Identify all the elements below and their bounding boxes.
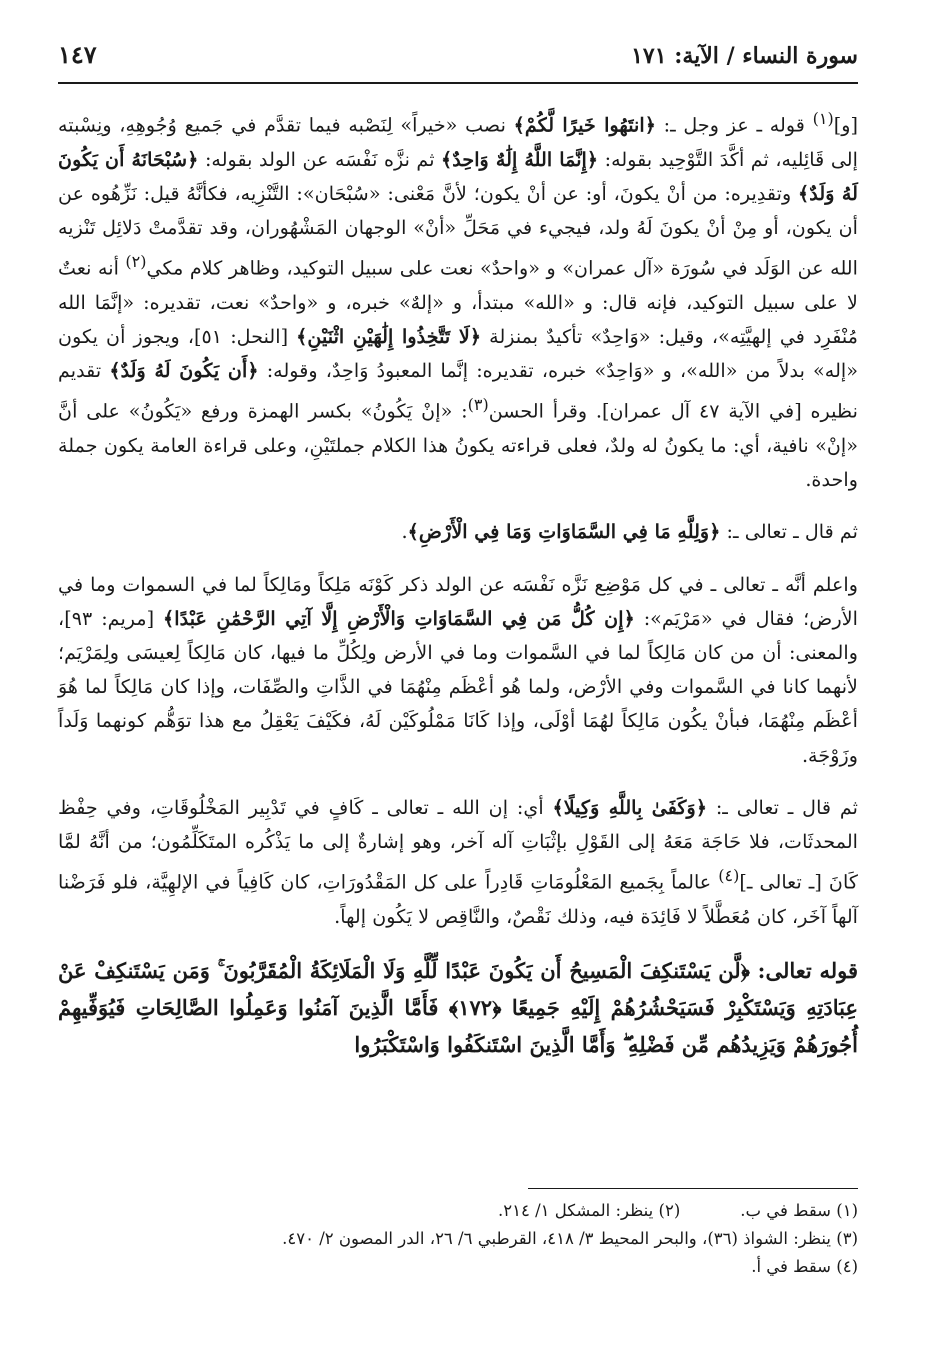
footnotes bbox=[58, 1188, 858, 1281]
footnote-row bbox=[58, 1197, 858, 1225]
paragraph bbox=[58, 791, 858, 934]
verse-paragraph bbox=[58, 952, 858, 1063]
text: . bbox=[401, 520, 408, 544]
text: عالماً بِجَميع المَعْلُومَاتِ قَادِراً على كل المَقْدُورَاتِ، كان كَافِياً في الإلهِيَّة، فلو فَرَضْنا آلهاً آخَر، كان مُعَطَّلاً لا فَائِدَة فيه، وذلك نَقْصٌ، والنَّاقِص لا يَكُون إلهاً. bbox=[58, 870, 858, 928]
text: [النحل: ٥١]، ويجوز أن يكون «إله» بدلاً من «الله»، و «وَاحِدٌ» خبره، تقديره: إنَّما المعبودُ وَاحِدٌ، وقوله: bbox=[58, 325, 858, 383]
quran-verse: ﴿لَّن يَسْتَنكِفَ الْمَسِيحُ أَن يَكُونَ عَبْدًا لِّلَّهِ وَلَا الْمَلَائِكَةُ الْمُقَرَّبُونَ ۚ وَمَن يَسْتَنكِفْ عَنْ عِبَادَتِهِ وَيَسْتَكْبِرْ فَسَيَحْشُرُهُمْ إِلَيْهِ جَمِيعًا ﴿١٧٢﴾ فَأَمَّا الَّذِينَ آمَنُوا وَعَمِلُوا الصَّالِحَاتِ فَيُوَفِّيهِمْ أُجُورَهُمْ وَيَزِيدُهُم مِّن فَضْلِهِ ۖ وَأَمَّا الَّذِينَ اسْتَنكَفُوا وَاسْتَكْبَرُوا bbox=[58, 958, 858, 1058]
footnote-marker: (١) bbox=[812, 109, 834, 128]
text: أي: إن الله ـ تعالى ـ كَافٍ في تَدْبِير المَخْلُوقَاتِ، وفي حِفْظ المحدثَات، فلا حَاجَة مَعَهُ إلى القَوْلِ بإثْبَاتِ آله آخر، وهو إشارةٌ إلى ما يَذْكُره المتَكَلِّمُون؛ من أنَّهُ لمَّا كَانَ [ـ تعالى ـ] bbox=[58, 795, 858, 894]
quran-quote: ﴿أَن يَكُونَ لَهُ وَلَدٌ﴾ bbox=[109, 359, 259, 383]
sura-reference: سورة النساء / الآية: ١٧١ bbox=[631, 43, 858, 69]
paragraph bbox=[58, 568, 858, 773]
footnote-4: (٤) سقط في أ. bbox=[751, 1257, 858, 1276]
quran-quote: ﴿إِن كُلُّ مَن فِي السَّمَاوَاتِ وَالْأَرْضِ إِلَّا آتِي الرَّحْمَٰنِ عَبْدًا﴾ bbox=[163, 606, 635, 630]
text: ثم قال ـ تعالى ـ: bbox=[707, 795, 858, 819]
bracket-insert: [و] bbox=[833, 113, 859, 137]
quran-quote: ﴿وَلِلَّهِ مَا فِي السَّمَاوَاتِ وَمَا فِي الْأَرْضِ﴾ bbox=[407, 520, 721, 544]
quran-quote: ﴿انتَهُوا خَيرًا لَّكُمْ﴾ bbox=[513, 113, 656, 137]
text: تقديم نظيره [في الآية ٤٧ آل عمران]. وقرأ الحسن bbox=[58, 359, 859, 423]
footnote-3: (٣) ينظر: الشواذ (٣٦)، والبحر المحيط ٣/ ٤١٨، القرطبي ٦/ ٢٦، الدر المصون ٢/ ٤٧٠. bbox=[282, 1229, 858, 1248]
text: ثم نزَّه نَفْسَه عن الولد بقوله: bbox=[198, 147, 442, 171]
page-number: ١٤٧ bbox=[58, 40, 97, 69]
text: نصب «خيراً» لِنَصْبه فيما تقدَّم في جَميع وُجُوهِهِ، ونِسْبته إلى قَائِليه، ثم أكَّدَ التَّوْحِيد بقوله: bbox=[58, 113, 858, 171]
text: [مريم: ٩٣]، والمعنى: أن من كان مَالِكاً لما في السَّموات وما في الأرض ولِكُلِّ ما فيها، كان مَالِكاً لِعيسَى ولِمَرْيَم؛ لأنهما كانا في السَّموات وفي الأرْض، ولما هُو أعْظَم مِنْهُمَا في الذَّاتِ والصِّفَات، وإذا كان مَالِكاً لما هُوَ أعْظَم مِنْهُمَا، فبأنْ يكُون مَالِكاً لهُمَا أوْلَى، وإذا كَانَا مَمْلُوكَيْن لَهُ، فكَيْفَ يَعْقِلُ مع هذا توَهُّم كونهما وَلَداً وزَوْجَة. bbox=[58, 606, 858, 767]
footnote-2: (٢) ينظر: المشكل ١/ ٢١٤. bbox=[497, 1201, 681, 1220]
paragraph bbox=[58, 515, 858, 549]
paragraph bbox=[58, 102, 858, 497]
footnote-1: (١) سقط في ب. bbox=[740, 1201, 858, 1220]
footnote-marker: (٤) bbox=[718, 866, 740, 886]
quran-quote: ﴿سُبْحَانَهُ أَن يَكُونَ لَهُ وَلَدٌ﴾ bbox=[58, 147, 858, 205]
footnote-divider bbox=[528, 1188, 858, 1189]
text: ثم قال ـ تعالى ـ: bbox=[720, 520, 858, 544]
footnote-marker: (٣) bbox=[467, 395, 489, 415]
quran-quote: ﴿وَكَفَىٰ بِاللَّهِ وَكِيلًا﴾ bbox=[552, 795, 708, 819]
quran-quote: ﴿لَا تَتَّخِذُوا إِلَٰهَيْنِ اثْنَيْنِ﴾ bbox=[296, 325, 482, 348]
book-page bbox=[58, 40, 858, 1332]
footnote-marker: (٢) bbox=[125, 252, 147, 272]
text: وتقدِيره: من أنْ يكونَ، أو: عن أنْ يكون؛ لأنَّ مَعْنى: «سُبْحَان»: التَّنْزِيه، فكأنَّهُ قيل: نَزِّهُوه عن أن يكون، أو مِنْ أنْ يكونَ لَهُ ولد، فيجيء في مَحَلِّ «أنْ» الوجهان المَشْهُوران، وقد تقدَّمتْ دَلائِل تَنْزيه الله عن الوَلَد في سُورَة «آل عمران» و «واحدٌ» نعت على سبيل التوكيد، وظاهر كلام مكي bbox=[58, 181, 858, 280]
text: أنه نعتٌ لا على سبيل التوكيد، فإنه قال: و «الله» مبتدأ، و «إلهٌ» خبره، و «واحدٌ» نعت، تقديره: «إنَّمَا الله مُنْفَرِد في إلهيَّتِه»، وقيل: «وَاحِدٌ» تأكيدٌ بمنزلة bbox=[58, 256, 858, 348]
text: قوله ـ عز وجل ـ: bbox=[655, 113, 813, 137]
page-header bbox=[58, 40, 858, 84]
main-text bbox=[58, 102, 858, 1063]
text: واعلم أنَّه ـ تعالى ـ في كل مَوْضِع نَزَّه نَفْسَه عن الولد ذكر كَوْنَه مَلِكاً ومَالِكاً لما في السموات وما في الأرض؛ فقال في «مَرْيَم»: bbox=[58, 572, 859, 630]
text: : «إنْ يَكُونُ» بكسر الهمزة ورفع «يَكُونُ» على أنَّ «إنْ» نافية، أي: ما يكونُ له ولدٌ، فعلى قراءته يكونُ هذا الكلام جملتَيْنِ، وعلى قراءة العامة يكون جملة واحدة. bbox=[58, 399, 858, 492]
quran-quote: ﴿إِنَّمَا اللَّهُ إِلَٰهٌ وَاحِدٌ﴾ bbox=[441, 147, 599, 171]
text: قوله تعالى: bbox=[749, 958, 858, 984]
